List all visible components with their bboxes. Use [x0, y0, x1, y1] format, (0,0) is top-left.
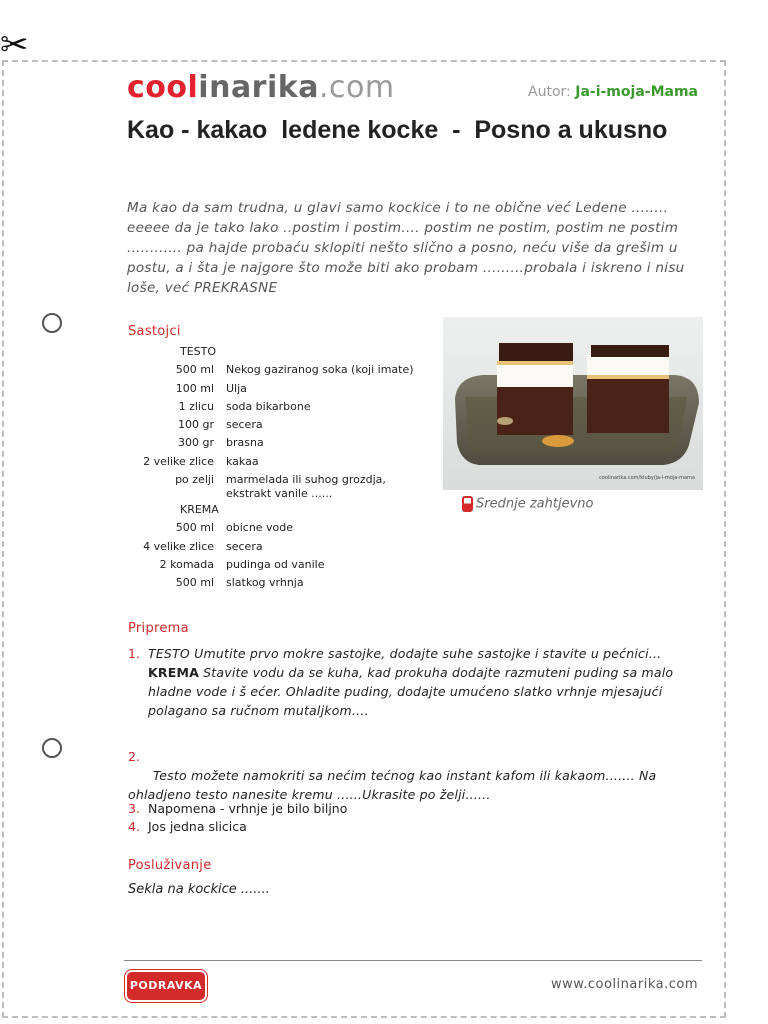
ingredients-list — [128, 345, 428, 595]
ingredient-row: 100 gr secera — [178, 418, 263, 432]
step-number: 1. — [128, 646, 140, 661]
difficulty-icon — [462, 496, 473, 512]
ingredient-row: po zelji marmelada ili suhog grozdja, ekstrakt vanile ...... — [175, 473, 386, 501]
footer-site-link[interactable]: www.coolinarika.com — [551, 977, 698, 992]
ingredient-row: 300 gr brasna — [178, 436, 264, 450]
serving-text: Sekla na kockice ....... — [128, 882, 270, 897]
difficulty-label: Srednje zahtjevno — [476, 496, 594, 512]
footer-divider — [124, 960, 702, 961]
coolinarika-logo: coolinarika.com — [127, 70, 395, 105]
ingredients-heading: Sastojci — [128, 324, 181, 339]
author — [528, 84, 698, 100]
scissors-icon: ✂ — [0, 25, 29, 65]
step-text: TESTO Umutite prvo mokre sastojke, dodajte suhe sastojke i stavite u pećnici... KREMA Stavite vodu da se kuha, kad prokuha dodajte razmuteni puding sa malo hladne vode i š ećer. Ohladite puding, dodajte umućeno slatko vrhnje mjesajući polagano sa ručnom mutaljkom.... — [148, 646, 674, 718]
step-text: Jos jedna slicica — [148, 819, 247, 834]
author-label: Autor: — [528, 84, 571, 100]
recipe-intro: Ma kao da sam trudna, u glavi samo kockice i to ne obične već Ledene ........ eeeee da je tako lako ..postim i postim.... postim ne postim, postim ne postim ............ pa hajde probaću sklopiti nešto slično a posno, neću više da grešim u postu, a i šta je najgore što može biti ako probam .........probala i iskreno i nisu loše, već PREKRASNE — [127, 200, 685, 296]
ingredient-row: 500 ml slatkog vrhnja — [175, 576, 304, 590]
recipe-title: Kao - kakao ledene kocke - Posno a ukusno — [127, 116, 668, 144]
photo-watermark: coolinarika.com/kluby/ja-i-moja-mama — [599, 475, 695, 481]
step-text: Testo možete namokriti sa nećim tećnog kao instant kafom ili kakaom....... Na ohladjeno testo nanesite kremu ......Ukrasite po želji...... — [128, 768, 657, 802]
ingredient-row: TESTO — [180, 345, 217, 358]
ingredient-row: 500 ml Nekog gaziranog soka (koji imate) — [175, 363, 414, 377]
serving-heading: Posluživanje — [128, 858, 212, 873]
step-number: 2. — [128, 749, 140, 764]
ingredient-row: KREMA — [180, 503, 219, 517]
author-name[interactable]: Ja-i-moja-Mama — [575, 84, 698, 100]
difficulty — [462, 496, 593, 512]
preparation-heading: Priprema — [128, 621, 189, 636]
step-number: 4. — [128, 819, 140, 834]
binder-hole-icon — [42, 738, 62, 758]
ingredient-row: 1 zlicu soda bikarbone — [178, 399, 311, 413]
podravka-logo: PODRAVKA — [127, 972, 205, 1000]
binder-hole-icon — [42, 313, 62, 333]
ingredient-row: 2 velike zlice kakaa — [143, 454, 259, 468]
ingredient-row: 4 velike zlice secera — [143, 539, 263, 553]
step-text: Napomena - vrhnje je bilo biljno — [148, 801, 348, 816]
ingredient-row: 100 ml Ulja — [175, 381, 247, 395]
step-number: 3. — [128, 801, 140, 816]
ingredient-row: 500 ml obicne vode — [175, 521, 294, 535]
recipe-photo — [443, 317, 703, 490]
ingredient-row: 2 komada pudinga od vanile — [159, 557, 325, 571]
